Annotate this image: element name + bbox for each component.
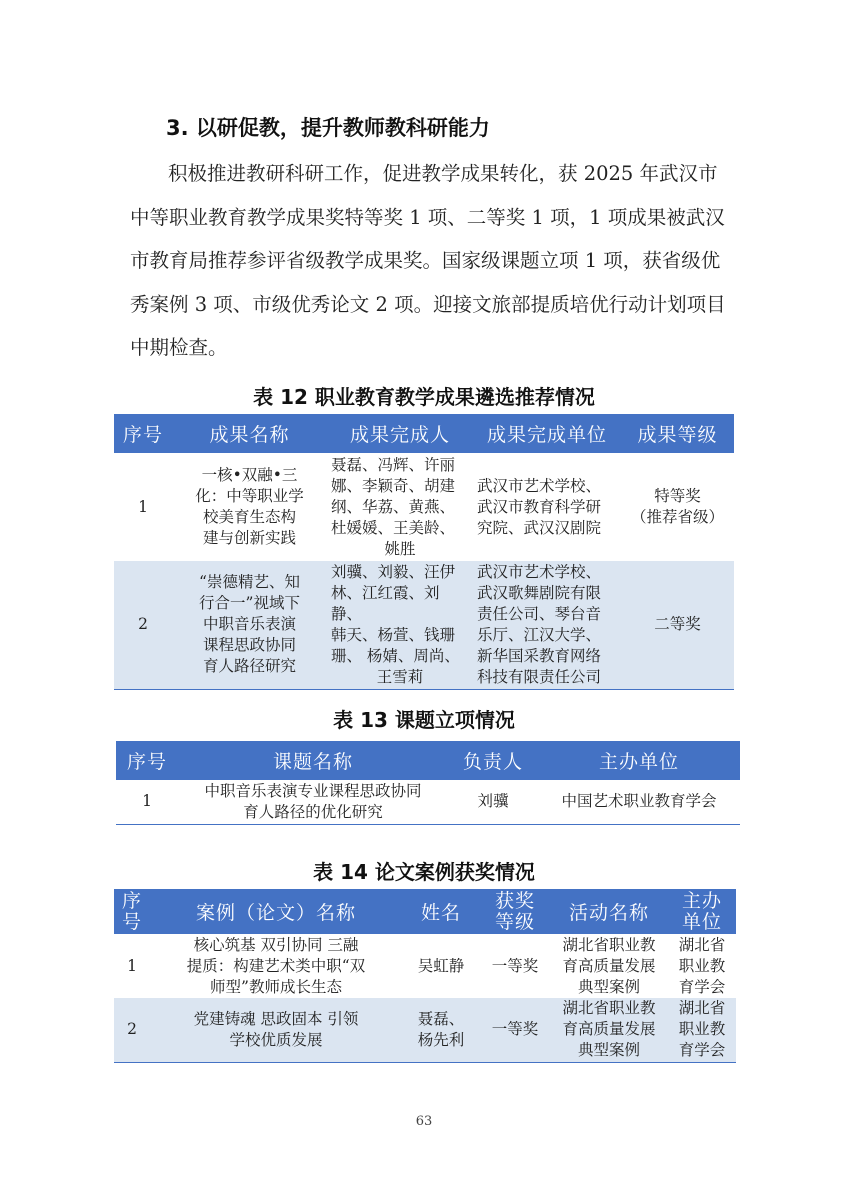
table14-caption: 表 14 论文案例获奖情况 [313, 860, 535, 884]
table14-header: 序 号 [114, 889, 150, 934]
achievement-people: 刘骥、刘毅、汪伊 林、江红霞、刘静、 韩天、杨萱、钱珊 珊、 杨婧、周尚、 王雪莉 [327, 561, 473, 689]
row-number: 1 [116, 780, 178, 824]
table12-header: 成果完成人 [327, 414, 473, 453]
table14 [114, 889, 736, 1063]
case-org: 湖北省 职业教 育学会 [668, 998, 736, 1062]
table12-header: 成果名称 [172, 414, 327, 453]
achievement-name: “崇德精艺、知 行合一”视域下 中职音乐表演 课程思政协同 育人路径研究 [172, 561, 327, 689]
case-activity: 湖北省职业教 育高质量发展 典型案例 [550, 998, 668, 1062]
case-level: 一等奖 [491, 956, 539, 975]
paragraph-line: 秀案例 3 项、市级优秀论文 2 项。迎接文旅部提质培优行动计划项目 [130, 292, 726, 316]
table12-caption: 表 12 职业教育教学成果遴选推荐情况 [253, 385, 595, 409]
table13-header: 负责人 [448, 741, 538, 780]
achievement-units: 武汉市艺术学校、 武汉市教育科学研 究院、武汉汉剧院 [477, 476, 602, 537]
table14-header: 获奖 等级 [480, 889, 550, 934]
table14-header: 姓名 [402, 889, 480, 934]
table14-header-row [114, 889, 736, 934]
table12 [114, 414, 734, 690]
table13-caption: 表 13 课题立项情况 [333, 708, 515, 732]
project-owner: 刘骥 [448, 780, 538, 824]
project-org: 中国艺术职业教育学会 [538, 780, 740, 824]
paragraph-line: 中等职业教育教学成果奖特等奖 1 项、二等奖 1 项，1 项成果被武汉 [130, 205, 725, 229]
page-number: 63 [415, 1114, 433, 1129]
paragraph-line: 中期检查。 [130, 336, 228, 359]
project-name: 中职音乐表演专业课程思政协同 育人路径的优化研究 [178, 780, 448, 824]
table13 [116, 741, 740, 825]
table12-header: 成果完成单位 [473, 414, 621, 453]
table12-header-row [114, 414, 734, 453]
section-heading: 3. 以研促教，提升教师教科研能力 [166, 116, 490, 140]
achievement-level: 特等奖 （推荐省级） [630, 487, 724, 526]
case-org: 湖北省 职业教 育学会 [678, 935, 726, 996]
table-row [114, 561, 734, 689]
table12-header: 成果等级 [621, 414, 734, 453]
case-name: 核心筑基 双引协同 三融 提质：构建艺术类中职“双 师型”教师成长生态 [186, 935, 366, 996]
case-level: 一等奖 [480, 998, 550, 1062]
achievement-people: 聂磊、冯辉、许丽 娜、李颖奇、胡建 纲、华荔、黄燕、 杜媛媛、王美龄、 姚胜 [331, 455, 456, 558]
table-row [116, 780, 740, 824]
row-number: 1 [127, 956, 137, 975]
achievement-units: 武汉市艺术学校、 武汉歌舞剧院有限 责任公司、琴台音 乐厅、江汉大学、 新华国采教育网络 科技有限责任公司 [473, 561, 621, 689]
table13-header: 主办单位 [538, 741, 740, 780]
row-number: 1 [138, 497, 148, 516]
table13-header: 序号 [116, 741, 178, 780]
row-number: 2 [114, 561, 172, 689]
achievement-name: 一核•双融•三 化：中等职业学 校美育生态构 建与创新实践 [195, 466, 304, 547]
case-activity: 湖北省职业教 育高质量发展 典型案例 [562, 935, 656, 996]
case-person: 吴虹静 [417, 956, 465, 975]
table13-header: 课题名称 [178, 741, 448, 780]
section-paragraph [130, 152, 730, 370]
paragraph-line: 市教育局推荐参评省级教学成果奖。国家级课题立项 1 项，获省级优 [130, 249, 721, 272]
table-row [114, 934, 736, 998]
table14-header: 案例（论文）名称 [150, 889, 402, 934]
case-person: 聂磊、 杨先利 [402, 998, 480, 1062]
table-row [114, 453, 734, 561]
row-number: 2 [114, 998, 150, 1062]
case-name: 党建铸魂 思政固本 引领 学校优质发展 [150, 998, 402, 1062]
achievement-level: 二等奖 [621, 561, 734, 689]
paragraph-line: 积极推进教研科研工作，促进教学成果转化，获 2025 年武汉市 [168, 162, 718, 185]
table-row [114, 998, 736, 1062]
table14-header: 活动名称 [550, 889, 668, 934]
table14-header: 主办 单位 [668, 889, 736, 934]
table13-header-row [116, 741, 740, 780]
table12-header: 序号 [114, 414, 172, 453]
